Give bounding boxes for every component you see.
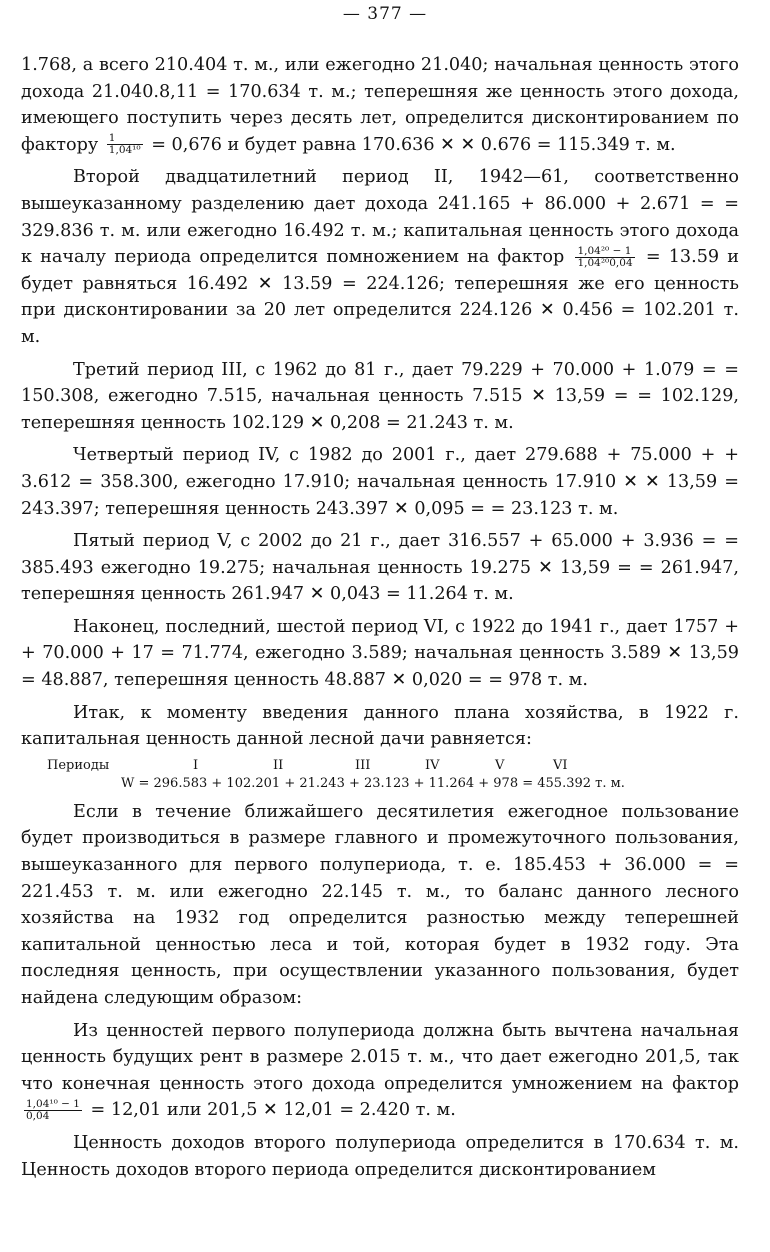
fraction-numerator: 1,04¹⁰ − 1 [26,1097,80,1110]
paragraph-fifth-period: Пятый период V, с 2002 до 21 г., дает 316.557 + 65.000 + 3.936 = = 385.493 ежегодно 19.275; начальная ценность 19.275 ✕ 13,59 = = 261.947, теперешняя ценность 261.947 ✕ 0,043 = 11.264 т. м. [21,531,739,605]
paragraph-text: = 12,01 или 201,5 ✕ 12,01 = 2.420 т. м. [90,1100,456,1121]
fraction-numerator: 1,04²⁰ − 1 [575,246,634,258]
fraction-capital-factor [575,246,634,269]
fraction-denominator: 1,04²⁰0,04 [577,256,633,269]
paragraph-fourth-period: Четвертый период IV, с 1982 до 2001 г., дает 279.688 + 75.000 + + 3.612 = 358.300, ежегодно 17.910; начальная ценность 17.910 ✕ ✕ 13,59 = 243.397; теперешняя ценность 243.397 ✕ 0,095 = = 23.123 т. м. [21,445,739,519]
fraction-numerator: 1 [107,133,143,145]
paragraph-second-period [21,164,739,350]
fraction-denominator: 1,04¹⁰ [108,144,141,157]
fraction-accumulation-factor [24,1099,82,1122]
period-labels-row [21,757,739,775]
paragraph-summary-intro: Итак, к моменту введения данного плана хозяйства, в 1922 г. капитальная ценность данной лесной дачи равняется: [21,702,739,750]
formula-equation: W = 296.583 + 102.201 + 21.243 + 23.123 + 11.264 + 978 = 455.392 т. м. [121,775,625,791]
paragraph-text: = 0,676 и будет равна 170.636 ✕ ✕ 0.676 = 115.349 т. м. [151,134,676,155]
fraction-discount-factor [107,133,143,156]
paragraph-sixth-period: Наконец, последний, шестой период VI, с 1922 до 1941 г., дает 1757 + + 70.000 + 17 = 71.774, ежегодно 3.589; начальная ценность 3.589 ✕ 13,59 = 48.887, теперешняя ценность 48.887 ✕ 0,020 = = 978 т. м. [21,616,739,691]
paragraph-first-period [21,52,739,158]
capital-value-formula [21,757,739,793]
paragraph-third-period: Третий период III, с 1962 до 81 г., дает 79.229 + 70.000 + 1.079 = = 150.308, ежегодно 7.515, начальная ценность 7.515 ✕ 13,59 = = 102.129, теперешняя ценность 102.129 ✕ 0,208 = 21.243 т. м. [21,359,739,433]
paragraph-first-half-period [21,1018,739,1124]
fraction-denominator: 0,04 [26,1109,50,1122]
period-numeral: VI [553,757,568,773]
periods-label: Периоды [47,757,110,773]
paragraph-text: = 13.59 и будет равняться 16.492 ✕ 13.59 = 224.126; теперешняя же его ценность при дисконтировании за 20 лет определится 224.126 ✕ 0.456 = 102.201 т. м. [21,247,739,347]
page-number: — 377 — [342,4,428,24]
paragraph-text: Из ценностей первого полупериода должна быть вычтена начальная ценность будущих рент в размере 2.015 т. м., что дает ежегодно 201,5, так что конечная ценность этого дохода определится умножением на фактор [21,1020,739,1094]
paragraph-second-half-period: Ценность доходов второго полупериода определится в 170.634 т. м. Ценность доходов второго периода определится дисконтированием [21,1132,739,1180]
period-numeral: II [273,757,284,773]
page-body [21,52,739,1183]
period-numeral: I [193,757,199,773]
period-numeral: V [495,757,505,773]
period-numeral: III [355,757,371,773]
paragraph-text: Второй двадцатилетний период II, 1942—61, соответственно вышеуказанному разделению дает дохода 241.165 + 86.000 + 2.671 = = 329.836 т. м. или ежегодно 16.492 т. м.; капитальная ценность этого дохода к началу периода определится помножением на фактор [21,167,739,268]
paragraph-text: 1.768, а всего 210.404 т. м., или ежегодно 21.040; начальная ценность этого дохода 21.040.8,11 = 170.634 т. м.; теперешняя же ценность этого дохода, имеющего поступить через десять лет, определится дисконтированием по фактору [21,55,739,155]
paragraph-balance: Если в течение ближайшего десятилетия ежегодное пользование будет производиться в размере главного и промежуточного пользования, вышеуказанного для первого полупериода, т. е. 185.453 + 36.000 = = 221.453 т. м. или ежегодно 22.145 т. м., то баланс данного лесного хозяйства на 1932 год определится разностью между теперешней капитальной ценностью леса и той, которая будет в 1932 году. Эта последняя ценность, при осуществлении указанного пользования, будет найдена следующим образом: [21,801,739,1008]
period-numeral: IV [425,757,440,773]
